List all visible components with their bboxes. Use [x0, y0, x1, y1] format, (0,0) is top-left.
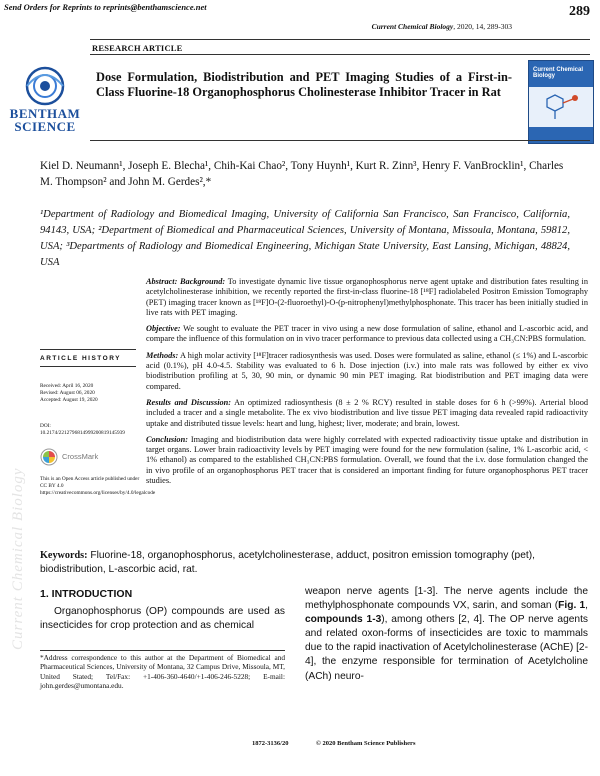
doi-label: DOI:: [40, 423, 51, 429]
header-rule-2: [90, 54, 590, 55]
abstract-conclusion: [146, 435, 588, 486]
abstract-results: [146, 398, 588, 429]
journal-citation: [372, 22, 512, 31]
correspondence-footnote: *Address correspondence to this author at the Department of Biomedical and Pharmaceutical Sciences, University of Montana, 32 Campus Drive, Missoula, MT, United Stated; Tel/Fax: +1-406-360-4640/+1-406-246-5228; E-mail: john.gerdes@umontana.edu.: [40, 653, 285, 691]
intro-left-column: [40, 605, 285, 633]
cover-title: Current Chemical Biology: [533, 67, 584, 79]
abstract-label: Abstract: Background:: [146, 277, 226, 286]
article-type: RESEARCH ARTICLE: [92, 43, 183, 53]
journal-cover: [528, 60, 594, 144]
open-access-note: This is an Open Access article published under CC BY 4.0 https://creativecommons.org/licenses/by/4.0/legalcode: [40, 476, 156, 496]
methods-text: A high molar activity [¹⁸F]tracer radiosynthesis was used. Doses were formulated as saline, ethanol (≤ 1%) and L-ascorbic acid (0.1%), pH 4.0-4.5. Stability was evaluated to 6 h. Dose injection (i.v.) into male rats was followed by either ex vivo biodistribution profiling at 5, 30, 90 min, or dynamic 90 min PET imaging. Rat biodistribution and PET imaging data were compared.: [146, 350, 588, 391]
compounds-reference: compounds 1-3: [305, 614, 382, 626]
abstract-background: [146, 277, 588, 318]
header-rule: [90, 39, 590, 40]
title-rule: [90, 140, 590, 141]
page-number: 289: [569, 4, 590, 19]
methods-label: Methods:: [146, 350, 179, 360]
results-label: Results and Discussion:: [146, 397, 232, 407]
intro-right-post: ), among others [2, 4]. The OP nerve agents and related oxon-forms of insecticides are toxic to mammals due to the rapid inactivation of Acetylcholinesterase (AChE) [2-4], the enzyme responsible for termination of Acetylcholine (ACh) neuro-: [305, 614, 588, 682]
footnote-rule: [40, 650, 285, 651]
history-rule-top: [40, 349, 136, 350]
intro-left-text: Organophosphorus (OP) compounds are used as insecticides for crop protection and as chemical: [40, 606, 285, 632]
conclusion-label: Conclusion:: [146, 434, 188, 444]
journal-watermark: Current Chemical Biology: [10, 467, 26, 650]
accepted-date: Accepted: August 19, 2020: [40, 397, 98, 403]
history-rule-bottom: [40, 366, 136, 367]
doi-value[interactable]: 10.2174/2212796814999200819145939: [40, 430, 125, 436]
figure-reference[interactable]: Fig. 1: [558, 600, 586, 612]
objective-text: We sought to evaluate the PET tracer in vivo using a new dose formulation of saline, ethanol and L-ascorbic acid, and compare the influence of this formulation on in vivo tracer performance to previous data collected using a CH₃CN:PBS formulation.: [146, 324, 588, 344]
revised-date: Revised: August 06, 2020: [40, 390, 95, 396]
abstract-objective: [146, 324, 588, 345]
results-text: An optimized radiosynthesis (8 ± 2 % RCY) resulted in stable doses for 6 h (>99%). Arterial blood included a tracer and a single metabolite. The ex vivo biodistribution and live tissue PET imaging data revealed rapid radioactivity uptake and distributed tissue levels: heart and lung, highest; liver, moderate; and brain, lowest.: [146, 397, 588, 428]
author-list: Kiel D. Neumann¹, Joseph E. Blecha¹, Chih-Kai Chao², Tony Huynh¹, Kurt R. Zinn³, Henry F. VanBrocklin¹, Charles M. Thompson² and John M. Gerdes²,*: [40, 160, 564, 188]
keywords: [40, 549, 588, 577]
article-title: Dose Formulation, Biodistribution and PET Imaging Studies of a First-in-Class Fluorine-18 Organophosphorus Cholinesterase Inhibitor Tracer in Rat: [96, 70, 512, 99]
journal-volume: , 2020, 14, 289-303: [453, 22, 512, 31]
crossmark-icon: [40, 448, 58, 466]
abstract: [146, 277, 588, 492]
keywords-text: Fluorine-18, organophosphorus, acetylcholinesterase, adduct, positron emission tomography (pet), biodistribution, L-ascorbic acid, rat.: [40, 550, 535, 575]
article-history-label: ARTICLE HISTORY: [40, 355, 122, 362]
journal-name: Current Chemical Biology: [371, 22, 454, 31]
objective-label: Objective:: [146, 324, 181, 334]
crossmark-label: CrossMark: [62, 452, 99, 461]
abstract-methods: [146, 351, 588, 392]
conclusion-text: Imaging and biodistribution data were highly correlated with expected radioactivity tissue uptake and distribution in target organs. Lower brain radioactivity levels by PET imaging were found for the new formulation (saline, 1% L-ascorbic acid, < 1% ethanol) as compared to the established CH₃CN:PBS formulation. Overall, we found that the i.v. dose formulation changed the in vivo profile of an organophosphorus PET tracer that is considered an important finding for future organophosphorus PET tracer studies.: [146, 434, 588, 486]
history-dates: [40, 383, 98, 404]
logo-line-1: BENTHAM: [9, 106, 81, 121]
affiliations: ¹Department of Radiology and Biomedical Imaging, University of California San Francisco, San Francisco, California, 94143, USA; ²Department of Biomedical and Pharmaceutical Sciences, University of Montana, Missoula, Montana, 59812, USA; ³Departments of Radiology and Biomedical Engineering, Michigan State University, East Lansing, Michigan, 48824, USA: [40, 209, 570, 268]
reprints-notice: Send Orders for Reprints to reprints@benthamscience.net: [4, 2, 207, 12]
doi-block: [40, 423, 140, 437]
logo-line-2: SCIENCE: [14, 119, 76, 134]
received-date: Received: April 16, 2020: [40, 383, 94, 389]
molecule-icon: [537, 91, 583, 123]
intro-right-column: weapon nerve agents [1-3]. The nerve agents include the methylphosphonate compounds VX, sarin, and soman (Fig. 1, compounds 1-3), among others [2, 4]. The OP nerve agents and related oxon-forms of insecticides are toxic to mammals due to the rapid inactivation of Acetylcholinesterase (AChE) [2-4], the enzyme responsible for termination of Acetylcholine (ACh) neuro-: [305, 586, 589, 682]
publisher-logo: [6, 62, 84, 134]
section-heading: 1. INTRODUCTION: [40, 588, 133, 600]
crossmark-badge[interactable]: [40, 448, 130, 468]
footer-issn: 1872-3136/20: [252, 740, 289, 747]
footer-copyright: © 2020 Bentham Science Publishers: [316, 740, 416, 747]
keywords-label: Keywords:: [40, 550, 88, 561]
bentham-logo-icon: [6, 62, 84, 106]
intro-right-pre: weapon nerve agents [1-3]. The nerve agents include the methylphosphonate compounds VX, sarin, and soman (: [305, 586, 588, 612]
abstract-background-text: To investigate dynamic live tissue organophosphorus nerve agent uptake and distribution fates resulting in acetylcholinesterase inhibition, we recently reported the first-in-class fluorine-18 [¹⁸F] radiolabeled Positron Emission Tomography (PET) imaging tracer known as [¹⁸F]O-(2-fluoroethyl)-O-(p-nitrophenyl)methylphosphonate. This tracer has been initially studied in live rats with PET imaging.: [146, 277, 588, 317]
